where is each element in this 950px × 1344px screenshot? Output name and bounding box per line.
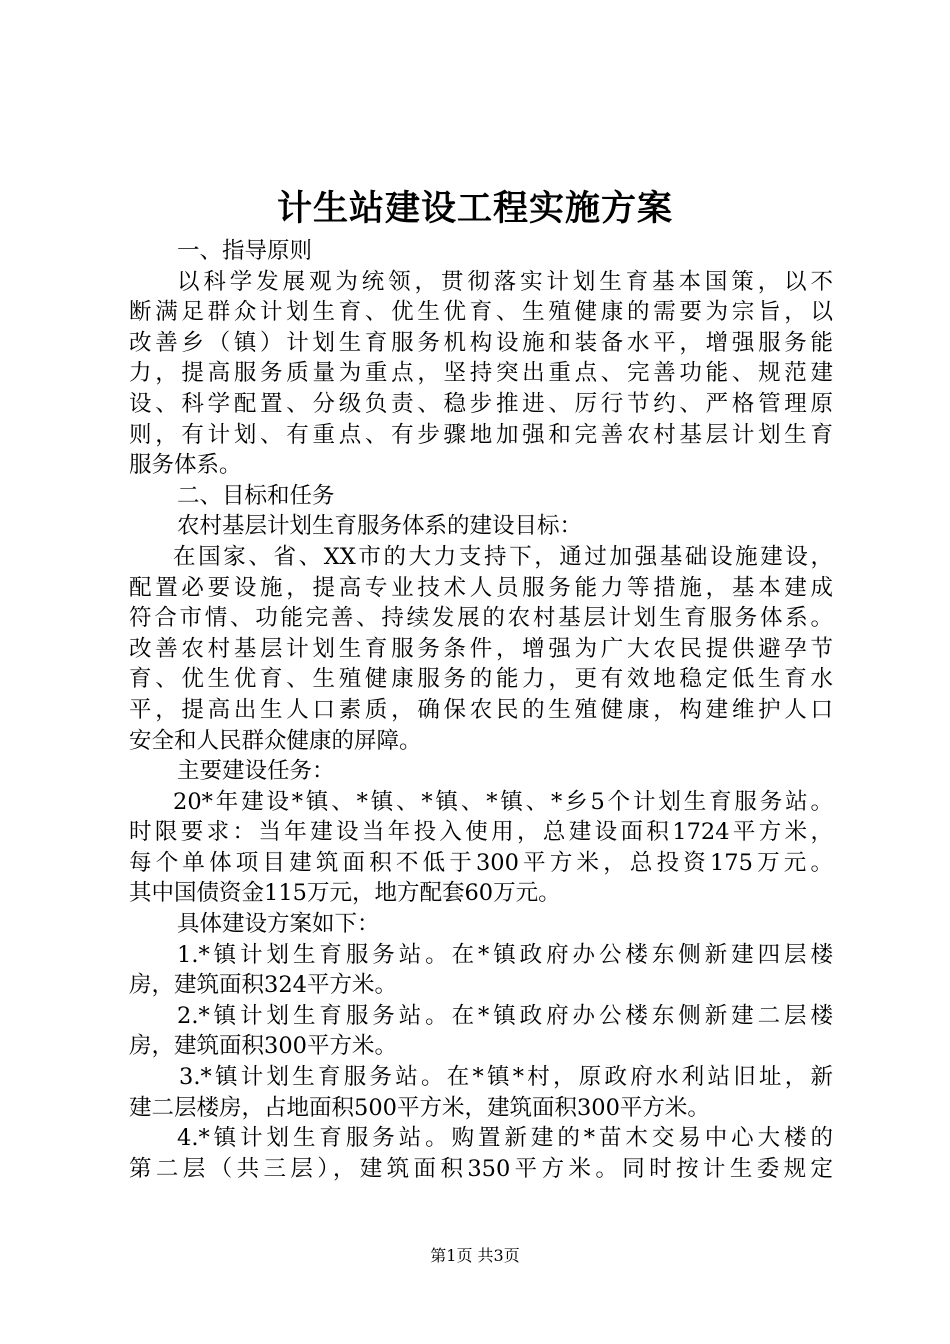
paragraph-line: 育、优生优育、生殖健康服务的能力，更有效地稳定低生育水	[129, 666, 833, 693]
paragraph-line: 时限要求：当年建设当年投入使用，总建设面积1724平方米，	[129, 819, 833, 846]
paragraph-line: 符合市情、功能完善、持续发展的农村基层计划生育服务体系。	[129, 605, 833, 632]
paragraph-line: 20*年建设*镇、*镇、*镇、*镇、*乡5个计划生育服务站。	[173, 788, 833, 815]
list-item-line: 房，建筑面积300平方米。	[129, 1033, 397, 1060]
section-heading: 二、目标和任务	[177, 482, 335, 509]
paragraph-line: 安全和人民群众健康的屏障。	[129, 727, 422, 754]
paragraph-line: 服务体系。	[129, 452, 242, 479]
paragraph-line: 具体建设方案如下：	[177, 911, 380, 938]
paragraph-line: 主要建设任务：	[177, 758, 335, 785]
list-item-line: 2.*镇计划生育服务站。在*镇政府办公楼东侧新建二层楼	[177, 1002, 833, 1029]
paragraph-line: 断满足群众计划生育、优生优育、生殖健康的需要为宗旨，以	[129, 299, 833, 326]
paragraph-line: 每个单体项目建筑面积不低于300平方米，总投资175万元。	[129, 849, 833, 876]
paragraph-line: 农村基层计划生育服务体系的建设目标：	[177, 513, 583, 540]
document-body	[129, 236, 833, 1184]
paragraph-line: 力，提高服务质量为重点，坚持突出重点、完善功能、规范建	[129, 360, 833, 387]
section-heading: 一、指导原则	[177, 238, 313, 264]
list-item-line: 1.*镇计划生育服务站。在*镇政府办公楼东侧新建四层楼	[177, 941, 833, 968]
paragraph-line: 其中国债资金115万元，地方配套60万元。	[129, 880, 561, 907]
paragraph-line: 设、科学配置、分级负责、稳步推进、厉行节约、严格管理原	[129, 390, 833, 417]
document-title: 计生站建设工程实施方案	[276, 188, 673, 229]
list-item-line: 建二层楼房，占地面积500平方米，建筑面积300平方米。	[129, 1094, 710, 1121]
paragraph-line: 改善乡（镇）计划生育服务机构设施和装备水平，增强服务能	[129, 329, 833, 356]
paragraph-line: 在国家、省、XX市的大力支持下，通过加强基础设施建设，	[173, 543, 833, 570]
page-number-footer: 第1页 共3页	[430, 1246, 520, 1265]
paragraph-line: 平，提高出生人口素质，确保农民的生殖健康，构建维护人口	[129, 696, 833, 723]
paragraph-line: 以科学发展观为统领，贯彻落实计划生育基本国策，以不	[177, 268, 833, 295]
list-item-line: 4.*镇计划生育服务站。购置新建的*苗木交易中心大楼的	[177, 1125, 833, 1152]
list-item-line: 第二层（共三层），建筑面积350平方米。同时按计生委规定	[129, 1155, 833, 1182]
list-item-line: 3.*镇计划生育服务站。在*镇*村，原政府水利站旧址，新	[179, 1064, 833, 1091]
paragraph-line: 则，有计划、有重点、有步骤地加强和完善农村基层计划生育	[129, 421, 833, 448]
list-item-line: 房，建筑面积324平方米。	[129, 972, 397, 999]
paragraph-line: 配置必要设施，提高专业技术人员服务能力等措施，基本建成	[129, 574, 833, 601]
paragraph-line: 改善农村基层计划生育服务条件，增强为广大农民提供避孕节	[129, 635, 833, 662]
